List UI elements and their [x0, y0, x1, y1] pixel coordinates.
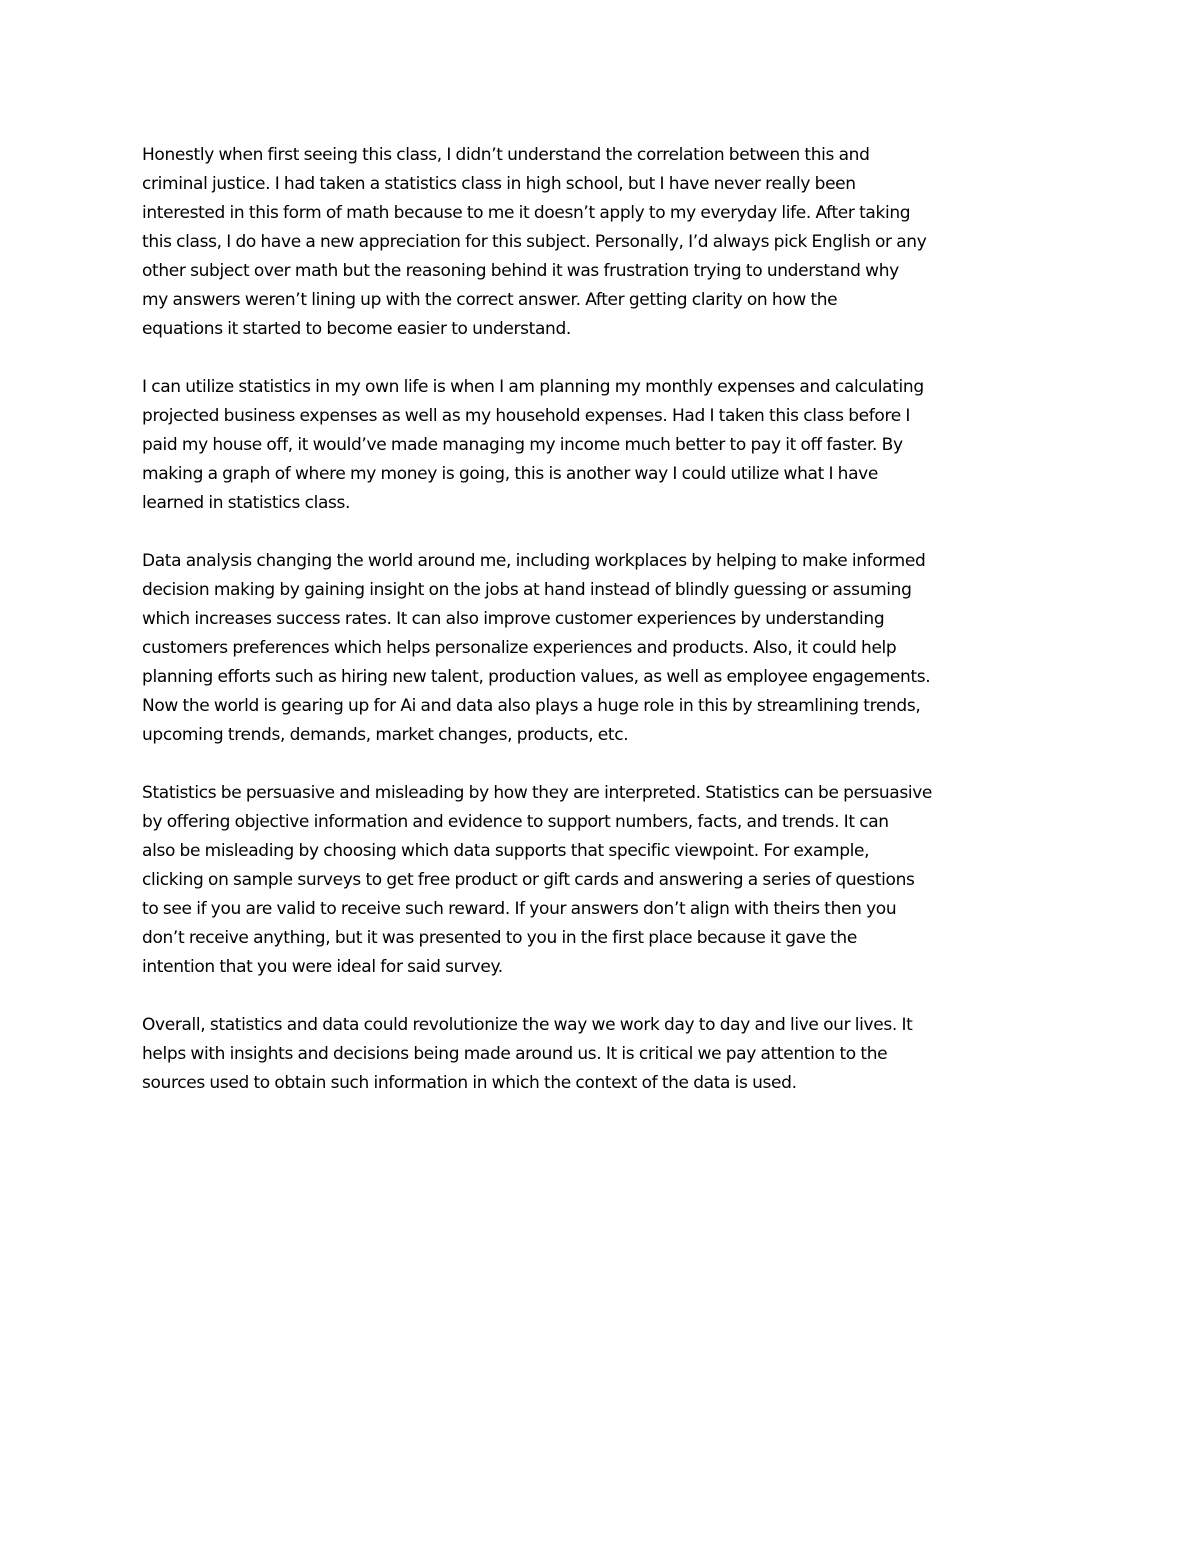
document-body — [142, 141, 1062, 1127]
text-line: by offering objective information and evidence to support numbers, facts, and trends. It can — [142, 812, 889, 832]
text-line: other subject over math but the reasoning behind it was frustration trying to understand why — [142, 261, 899, 281]
text-line: customers preferences which helps personalize experiences and products. Also, it could help — [142, 638, 897, 658]
text-line: paid my house off, it would’ve made managing my income much better to pay it off faster. By — [142, 435, 903, 455]
text-line: learned in statistics class. — [142, 493, 351, 513]
text-line: Statistics be persuasive and misleading by how they are interpreted. Statistics can be persuasive — [142, 783, 933, 803]
text-line: sources used to obtain such information in which the context of the data is used. — [142, 1073, 797, 1093]
paragraph-3 — [142, 547, 1062, 750]
text-line: intention that you were ideal for said survey. — [142, 957, 503, 977]
paragraph-4 — [142, 779, 1062, 982]
text-line: I can utilize statistics in my own life is when I am planning my monthly expenses and calculating — [142, 377, 924, 397]
text-line: criminal justice. I had taken a statistics class in high school, but I have never really been — [142, 174, 856, 194]
text-line: this class, I do have a new appreciation for this subject. Personally, I’d always pick English or any — [142, 232, 927, 252]
paragraph-5 — [142, 1011, 1062, 1098]
text-line: Now the world is gearing up for Ai and data also plays a huge role in this by streamlining trends, — [142, 696, 921, 716]
text-line: decision making by gaining insight on the jobs at hand instead of blindly guessing or assuming — [142, 580, 912, 600]
text-line: equations it started to become easier to understand. — [142, 319, 571, 339]
text-line: clicking on sample surveys to get free product or gift cards and answering a series of questions — [142, 870, 915, 890]
text-line: making a graph of where my money is going, this is another way I could utilize what I have — [142, 464, 878, 484]
text-line: don’t receive anything, but it was presented to you in the first place because it gave the — [142, 928, 857, 948]
text-line: my answers weren’t lining up with the correct answer. After getting clarity on how the — [142, 290, 838, 310]
text-line: Overall, statistics and data could revolutionize the way we work day to day and live our lives. It — [142, 1015, 913, 1035]
text-line: upcoming trends, demands, market changes, products, etc. — [142, 725, 629, 745]
text-line: which increases success rates. It can also improve customer experiences by understanding — [142, 609, 885, 629]
text-line: projected business expenses as well as my household expenses. Had I taken this class before I — [142, 406, 911, 426]
text-line: Data analysis changing the world around me, including workplaces by helping to make informed — [142, 551, 926, 571]
text-line: to see if you are valid to receive such reward. If your answers don’t align with theirs then you — [142, 899, 897, 919]
text-line: Honestly when first seeing this class, I didn’t understand the correlation between this and — [142, 145, 870, 165]
text-line: planning efforts such as hiring new talent, production values, as well as employee engagements. — [142, 667, 931, 687]
text-line: helps with insights and decisions being made around us. It is critical we pay attention to the — [142, 1044, 888, 1064]
paragraph-2 — [142, 373, 1062, 518]
paragraph-1 — [142, 141, 1062, 344]
text-line: also be misleading by choosing which data supports that specific viewpoint. For example, — [142, 841, 870, 861]
text-line: interested in this form of math because to me it doesn’t apply to my everyday life. After taking — [142, 203, 911, 223]
